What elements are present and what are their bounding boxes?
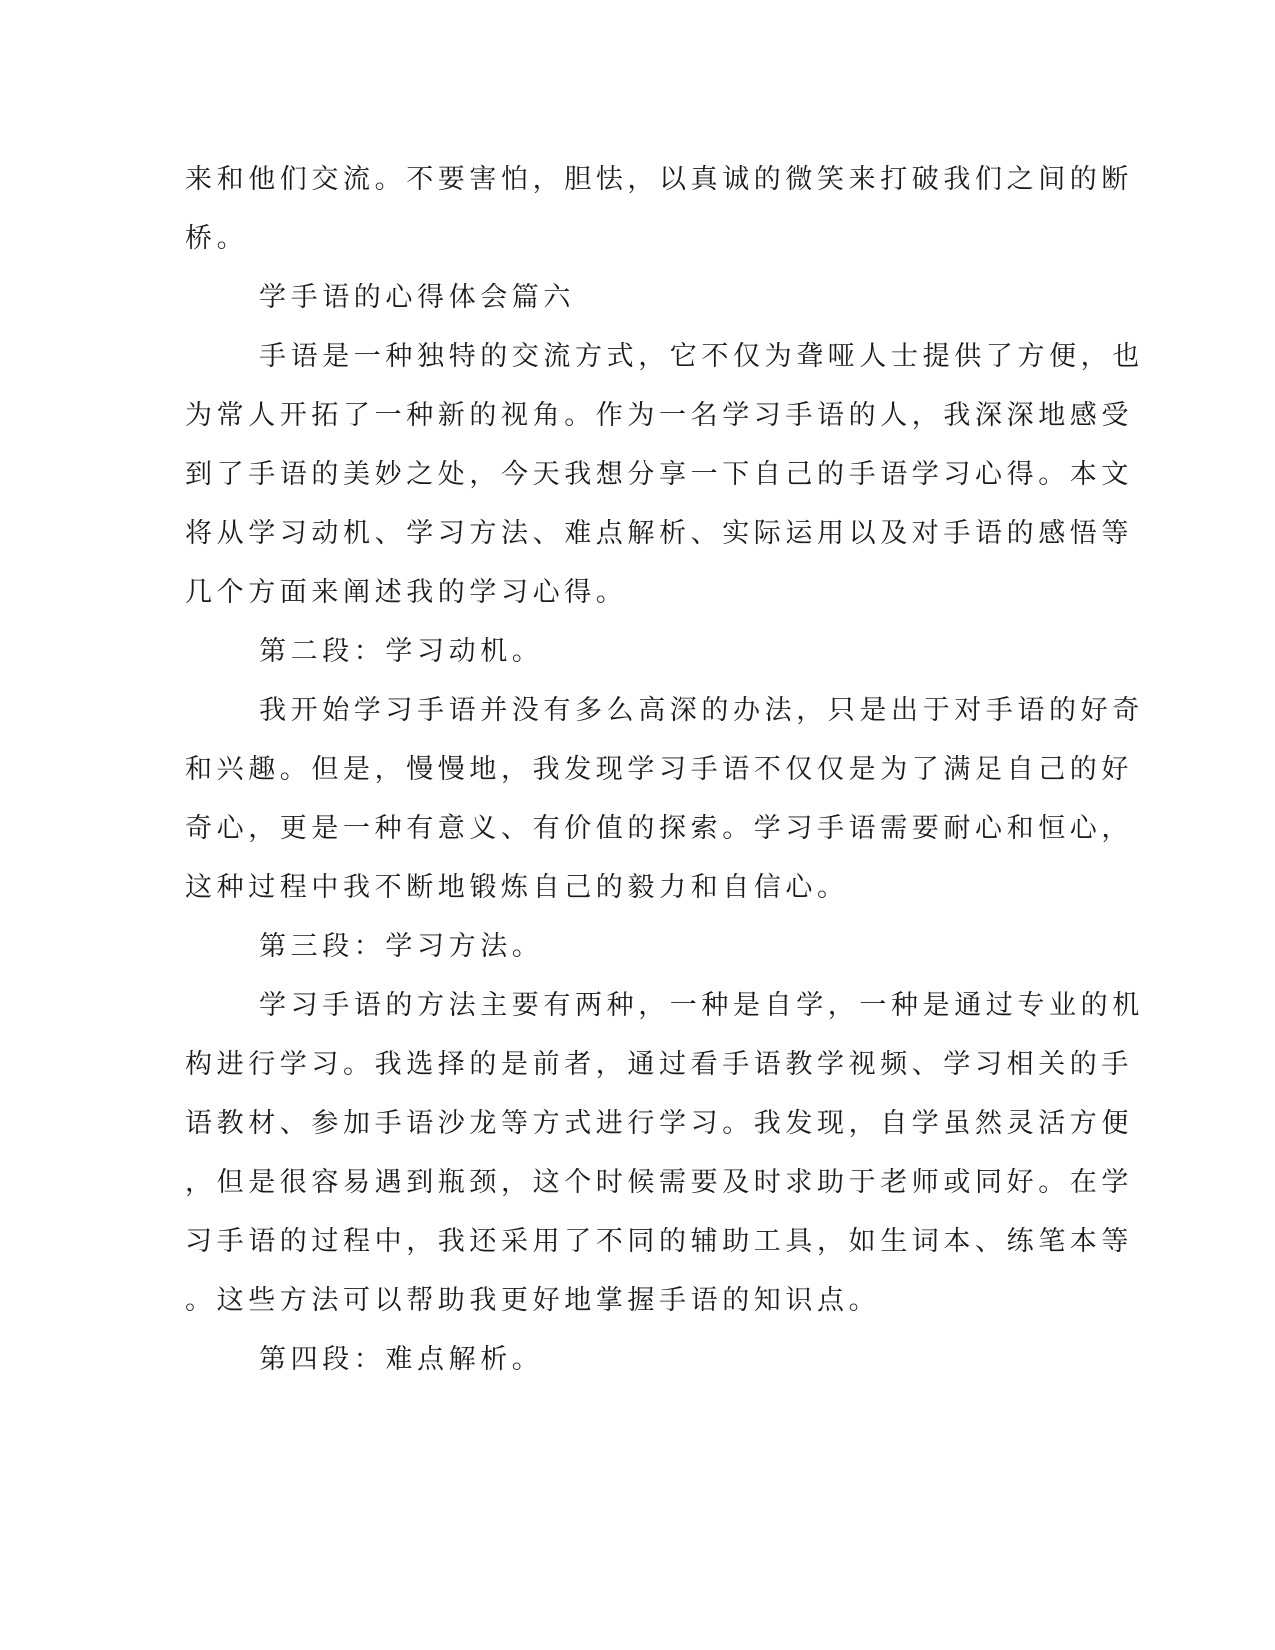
text-line: 桥。 bbox=[185, 223, 249, 254]
section-heading: 学手语的心得体会篇六 bbox=[259, 282, 575, 313]
text-line: ，但是很容易遇到瓶颈，这个时候需要及时求助于老师或同好。在学 bbox=[185, 1167, 1133, 1198]
text-line: 。这些方法可以帮助我更好地掌握手语的知识点。 bbox=[185, 1285, 881, 1316]
text-line: 为常人开拓了一种新的视角。作为一名学习手语的人，我深深地感受 bbox=[185, 400, 1133, 431]
text-line: 习手语的过程中，我还采用了不同的辅助工具，如生词本、练笔本等 bbox=[185, 1226, 1133, 1257]
text-line: 构进行学习。我选择的是前者，通过看手语教学视频、学习相关的手 bbox=[185, 1049, 1133, 1080]
text-line: 将从学习动机、学习方法、难点解析、实际运用以及对手语的感悟等 bbox=[185, 518, 1133, 549]
text-line: 手语是一种独特的交流方式，它不仅为聋哑人士提供了方便，也 bbox=[259, 341, 1144, 372]
text-line: 我开始学习手语并没有多么高深的办法，只是出于对手语的好奇 bbox=[259, 695, 1144, 726]
section-heading: 第四段：难点解析。 bbox=[259, 1344, 544, 1375]
text-line: 和兴趣。但是，慢慢地，我发现学习手语不仅仅是为了满足自己的好 bbox=[185, 754, 1133, 785]
text-line: 语教材、参加手语沙龙等方式进行学习。我发现，自学虽然灵活方便 bbox=[185, 1108, 1133, 1139]
section-heading: 第三段：学习方法。 bbox=[259, 931, 544, 962]
text-line: 几个方面来阐述我的学习心得。 bbox=[185, 577, 628, 608]
text-line: 学习手语的方法主要有两种，一种是自学，一种是通过专业的机 bbox=[259, 990, 1144, 1021]
section-heading: 第二段：学习动机。 bbox=[259, 636, 544, 667]
text-line: 来和他们交流。不要害怕，胆怯，以真诚的微笑来打破我们之间的断 bbox=[185, 164, 1133, 195]
text-line: 到了手语的美妙之处，今天我想分享一下自己的手语学习心得。本文 bbox=[185, 459, 1133, 490]
text-line: 这种过程中我不断地锻炼自己的毅力和自信心。 bbox=[185, 872, 849, 903]
text-line: 奇心，更是一种有意义、有价值的探索。学习手语需要耐心和恒心， bbox=[185, 813, 1133, 844]
